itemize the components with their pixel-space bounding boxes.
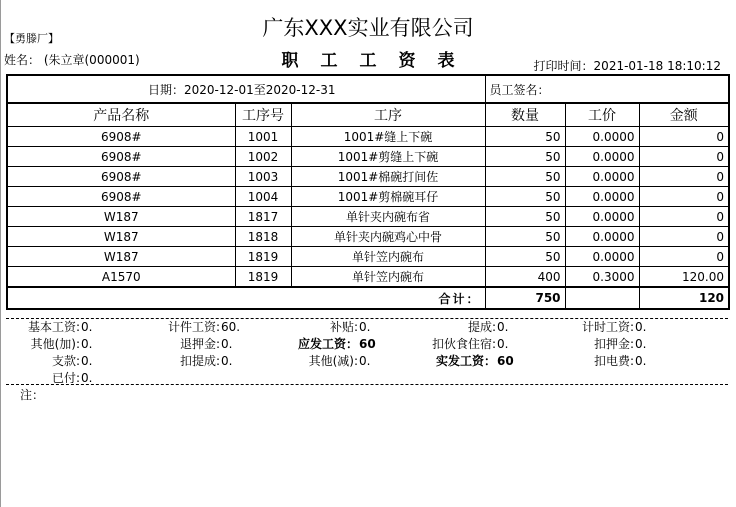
summary-commission-deduct: 扣提成:0. [179, 354, 233, 368]
cell-quantity: 50 [485, 207, 565, 227]
cell-price: 0.0000 [565, 187, 639, 207]
cell-amount: 0 [639, 207, 729, 227]
summary-commission: 提成:0. [467, 320, 509, 334]
summary-net-pay: 实发工资：60 [435, 354, 514, 368]
summary-bottom-divider [6, 384, 728, 385]
cell-process: 单针夹内碗鸡心中骨 [291, 227, 485, 247]
summary-piece-wage: 计件工资:60. [167, 320, 241, 334]
summary-hourly-wage: 计时工资:0. [581, 320, 647, 334]
cell-quantity: 50 [485, 227, 565, 247]
signature-field: 员工签名： [485, 75, 729, 103]
summary-other-sub: 其他(减):0. [308, 354, 371, 368]
col-header-process-no: 工序号 [235, 103, 291, 127]
date-range: 日期：2020-12-01至2020-12-31 [7, 75, 485, 103]
table-body [7, 127, 729, 288]
summary-base-wage: 基本工资:0. [27, 320, 93, 334]
cell-price: 0.0000 [565, 207, 639, 227]
note-label: 注： [20, 388, 45, 402]
total-quantity: 750 [485, 287, 565, 309]
cell-price: 0.0000 [565, 147, 639, 167]
cell-amount: 0 [639, 247, 729, 267]
cell-quantity: 400 [485, 267, 565, 288]
cell-quantity: 50 [485, 167, 565, 187]
cell-amount: 0 [639, 147, 729, 167]
cell-quantity: 50 [485, 147, 565, 167]
cell-price: 0.0000 [565, 227, 639, 247]
cell-process: 1001#缝上下碗 [291, 127, 485, 147]
cell-process: 1001#棉碗打间佐 [291, 167, 485, 187]
cell-product: 6908# [7, 167, 235, 187]
cell-product: 6908# [7, 147, 235, 167]
table-row [7, 227, 729, 247]
cell-process: 单针夹内碗布省 [291, 207, 485, 227]
table-row [7, 187, 729, 207]
summary-paid: 已付:0. [51, 371, 93, 385]
report-title: 职工工资表 [281, 51, 477, 71]
cell-price: 0.0000 [565, 127, 639, 147]
summary-deposit-deduct: 扣押金:0. [593, 337, 647, 351]
cell-price: 0.0000 [565, 167, 639, 187]
cell-process-no: 1004 [235, 187, 291, 207]
table-row [7, 167, 729, 187]
cell-product: W187 [7, 207, 235, 227]
summary-deposit-refund: 退押金:0. [179, 337, 233, 351]
cell-product: 6908# [7, 187, 235, 207]
info-row [7, 75, 729, 103]
table-row [7, 127, 729, 147]
total-price-empty [565, 287, 639, 309]
factory-label: 【勇滕厂】 [4, 32, 59, 45]
table-row [7, 147, 729, 167]
cell-amount: 0 [639, 227, 729, 247]
cell-price: 0.0000 [565, 247, 639, 267]
summary-gross-pay: 应发工资：60 [297, 337, 376, 351]
cell-process: 1001#剪缝上下碗 [291, 147, 485, 167]
table-row [7, 267, 729, 288]
total-row [7, 287, 729, 309]
cell-process-no: 1818 [235, 227, 291, 247]
cell-product: 6908# [7, 127, 235, 147]
total-amount: 120 [639, 287, 729, 309]
summary-board-deduct: 扣伙食住宿:0. [431, 337, 509, 351]
cell-process-no: 1001 [235, 127, 291, 147]
print-time: 打印时间：2021-01-18 18:10:12 [533, 59, 721, 73]
wage-table [6, 74, 730, 310]
cell-product: W187 [7, 227, 235, 247]
employee-name: 姓名： (朱立章(000001) [4, 53, 140, 67]
cell-product: A1570 [7, 267, 235, 288]
cell-quantity: 50 [485, 247, 565, 267]
table-header-row [7, 103, 729, 127]
cell-quantity: 50 [485, 127, 565, 147]
summary-subsidy: 补贴:0. [329, 320, 371, 334]
summary-power-deduct: 扣电费:0. [593, 354, 647, 368]
cell-quantity: 50 [485, 187, 565, 207]
cell-price: 0.3000 [565, 267, 639, 288]
cell-process-no: 1819 [235, 267, 291, 288]
table-row [7, 247, 729, 267]
cell-amount: 0 [639, 167, 729, 187]
col-header-product: 产品名称 [7, 103, 235, 127]
window-left-edge [0, 0, 1, 507]
cell-process: 单针笠内碗布 [291, 267, 485, 288]
summary-advance: 支款:0. [51, 354, 93, 368]
cell-process: 1001#剪棉碗耳仔 [291, 187, 485, 207]
cell-amount: 120.00 [639, 267, 729, 288]
col-header-process: 工序 [291, 103, 485, 127]
table-row [7, 207, 729, 227]
cell-process-no: 1002 [235, 147, 291, 167]
company-name: 广东XXX实业有限公司 [262, 16, 474, 40]
cell-amount: 0 [639, 187, 729, 207]
cell-process-no: 1003 [235, 167, 291, 187]
total-label: 合计： [7, 287, 485, 309]
col-header-price: 工价 [565, 103, 639, 127]
cell-amount: 0 [639, 127, 729, 147]
cell-process-no: 1817 [235, 207, 291, 227]
col-header-quantity: 数量 [485, 103, 565, 127]
cell-process: 单针笠内碗布 [291, 247, 485, 267]
cell-process-no: 1819 [235, 247, 291, 267]
col-header-amount: 金额 [639, 103, 729, 127]
cell-product: W187 [7, 247, 235, 267]
summary-other-add: 其他(加):0. [30, 337, 93, 351]
